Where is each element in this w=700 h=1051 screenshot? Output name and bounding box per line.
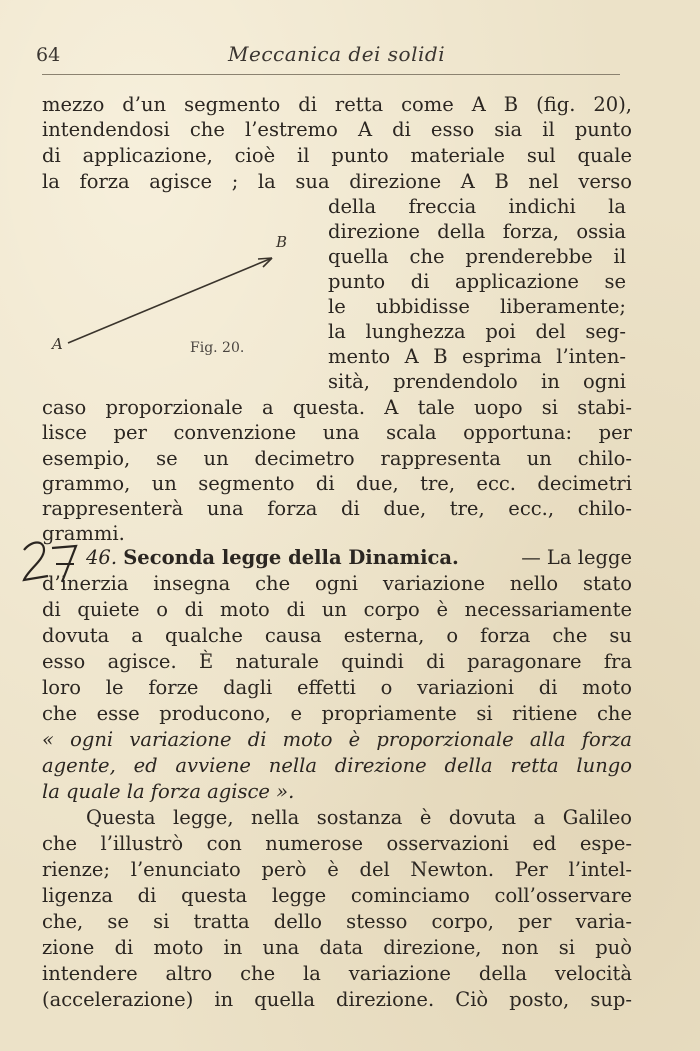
- page-number: 64: [36, 44, 61, 66]
- force-segment: [68, 258, 272, 343]
- paragraph-line: esempio, se un decimetro rappresenta un chilo-: [42, 447, 632, 470]
- paragraph-line: loro le forze dagli effetti o variazioni di moto: [42, 676, 632, 699]
- italic-quote-line: agente, ed avviene nella direzione della retta lungo: [42, 754, 632, 777]
- paragraph-line: di quiete o di moto di un corpo è necessariamente: [42, 598, 632, 621]
- paragraph-line: — La legge: [521, 546, 632, 569]
- paragraph-line: intendendosi che l’estremo A di esso sia il punto: [42, 118, 632, 141]
- paragraph-line: punto di applicazione se: [328, 270, 626, 293]
- header-divider: [42, 74, 620, 75]
- paragraph-line: che, se si tratta dello stesso corpo, per varia-: [42, 910, 632, 933]
- paragraph-line: rappresenterà una forza di due, tre, ecc., chilo-: [42, 497, 632, 520]
- paragraph-line: della freccia indichi la: [328, 195, 626, 218]
- paragraph-line: che esse producono, e propriamente si ritiene che: [42, 702, 632, 725]
- paragraph-line: sità, prendendolo in ogni: [328, 370, 626, 393]
- paragraph-line: ligenza di questa legge cominciamo coll’osservare: [42, 884, 632, 907]
- paragraph-line: di applicazione, cioè il punto materiale sul quale: [42, 144, 632, 167]
- paragraph-line: dovuta a qualche causa esterna, o forza che su: [42, 624, 632, 647]
- paragraph-line: mezzo d’un segmento di retta come A B (fig. 20),: [42, 93, 632, 116]
- paragraph-line: le ubbidisse liberamente;: [328, 295, 626, 318]
- force-vector-figure: [50, 225, 300, 355]
- paragraph-line: grammo, un segmento di due, tre, ecc. decimetri: [42, 472, 632, 495]
- paragraph-line: rienze; l’enunciato però è del Newton. Per l’intel-: [42, 858, 632, 881]
- paragraph-line: che l’illustrò con numerose osservazioni ed espe-: [42, 832, 632, 855]
- paragraph-line: caso proporzionale a questa. A tale uopo si stabi-: [42, 396, 632, 419]
- section-number: 46.: [86, 546, 118, 569]
- point-a-label: A: [52, 335, 63, 353]
- paragraph-line: quella che prenderebbe il: [328, 245, 626, 268]
- paragraph-line: lisce per convenzione una scala opportuna: per: [42, 421, 632, 444]
- section-title: Seconda legge della Dinamica.: [123, 546, 459, 569]
- paragraph-line: Questa legge, nella sostanza è dovuta a Galileo: [86, 806, 632, 829]
- running-title: Meccanica dei solidi: [228, 42, 446, 66]
- paragraph-line: la forza agisce ; la sua direzione A B nel verso: [42, 170, 632, 193]
- point-b-label: B: [276, 233, 288, 251]
- paragraph-line: direzione della forza, ossia: [328, 220, 626, 243]
- paragraph-line: grammi.: [42, 522, 125, 545]
- paragraph-line: la lunghezza poi del seg-: [328, 320, 626, 343]
- paragraph-line: esso agisce. È naturale quindi di paragonare fra: [42, 650, 632, 673]
- figure-caption: Fig. 20.: [190, 340, 245, 356]
- section-heading-line: [86, 545, 632, 570]
- italic-quote-line: « ogni variazione di moto è proporzionale alla forza: [42, 728, 632, 751]
- paragraph-line: d’inerzia insegna che ogni variazione nello stato: [42, 572, 632, 595]
- italic-quote-line: la quale la forza agisce ».: [42, 780, 295, 803]
- paragraph-line: (accelerazione) in quella direzione. Ciò posto, sup-: [42, 988, 632, 1011]
- paragraph-line: mento A B esprima l’inten-: [328, 345, 626, 368]
- paragraph-line: intendere altro che la variazione della velocità: [42, 962, 632, 985]
- paragraph-line: zione di moto in una data direzione, non si può: [42, 936, 632, 959]
